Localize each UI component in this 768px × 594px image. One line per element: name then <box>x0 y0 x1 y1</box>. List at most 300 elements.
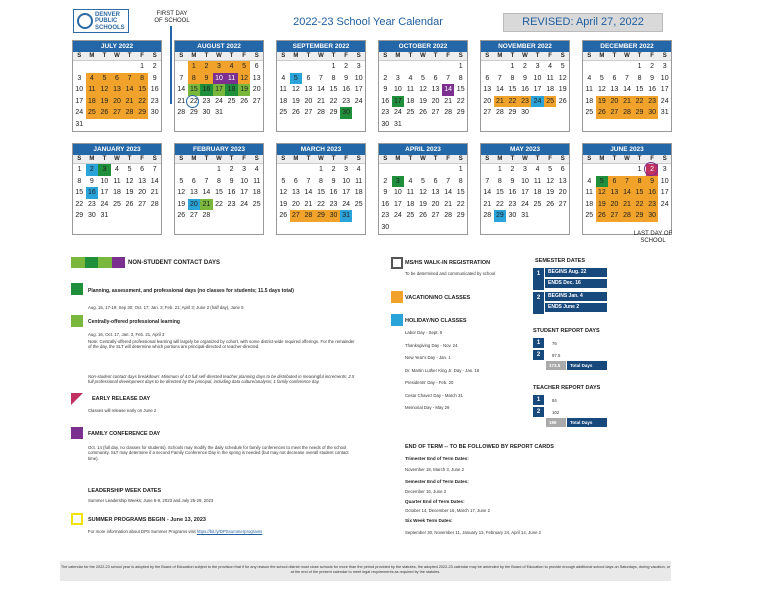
day-cell: 9 <box>383 189 388 196</box>
day-cell: 2 <box>523 63 527 70</box>
day-cell: 23 <box>646 199 659 211</box>
weekday: W <box>420 156 426 162</box>
day-cell: 21 <box>494 96 507 108</box>
weekday: T <box>535 53 540 59</box>
day-cell: 31 <box>393 120 402 128</box>
day-cell: 5 <box>596 176 609 188</box>
day-cell: 14 <box>123 84 136 96</box>
day-cell: 6 <box>293 177 298 185</box>
day-cell: 15 <box>136 84 149 96</box>
day-cell: 18 <box>279 97 288 105</box>
empty-cell <box>608 164 621 176</box>
day-cell: 1 <box>497 166 502 173</box>
weekday-header <box>277 155 365 164</box>
weekday-header <box>481 155 569 164</box>
day-cell: 9 <box>646 176 659 188</box>
day-cell: 26 <box>240 97 249 105</box>
weekday: W <box>318 156 324 162</box>
non-student-swatch <box>71 257 125 268</box>
day-cell: 2 <box>86 164 99 176</box>
empty-cell <box>417 164 430 176</box>
day-cell: 13 <box>483 86 492 93</box>
day-cell: 6 <box>560 166 565 173</box>
day-cell: 27 <box>558 200 567 208</box>
day-cell: 3 <box>77 74 82 82</box>
day-cell: 14 <box>150 177 159 185</box>
day-cell: 16 <box>86 187 99 199</box>
day-cell: 3 <box>242 166 247 173</box>
last-day-marker <box>644 162 658 176</box>
day-cell: 20 <box>291 200 300 208</box>
day-cell: 8 <box>331 74 336 82</box>
empty-cell <box>277 61 290 73</box>
day-grid <box>583 61 671 119</box>
day-cell: 17 <box>521 189 529 196</box>
day-cell: 13 <box>304 86 313 93</box>
day-cell: 30 <box>202 109 211 116</box>
day-cell: 18 <box>406 97 415 105</box>
trimester-label: Trimester End of Term Dates: <box>405 456 469 461</box>
day-cell: 27 <box>431 109 440 116</box>
day-cell: 4 <box>408 177 413 185</box>
empty-cell <box>277 164 290 176</box>
holiday-item: Presidents' Day - Feb. 20 <box>405 380 454 385</box>
early-release-label: EARLY RELEASE DAY <box>92 396 151 402</box>
weekday: T <box>127 156 132 162</box>
day-cell: 11 <box>279 86 287 93</box>
day-cell: 1 <box>637 166 642 173</box>
day-cell: 23 <box>202 97 211 105</box>
day-grid <box>277 164 365 222</box>
day-cell: 19 <box>177 200 186 208</box>
empty-cell <box>608 61 621 73</box>
day-cell: 26 <box>546 200 555 208</box>
day-cell: 16 <box>150 86 159 93</box>
day-cell: 24 <box>75 109 84 116</box>
day-cell: 12 <box>98 84 111 96</box>
day-cell: 12 <box>291 86 300 93</box>
day-cell: 16 <box>521 86 529 93</box>
day-cell: 4 <box>356 166 361 173</box>
weekday: W <box>624 53 630 59</box>
month-name: JULY 2022 <box>73 41 161 52</box>
day-cell: 15 <box>329 86 338 93</box>
early-release-note: Classes will release early on June 2 <box>88 408 157 413</box>
holiday-swatch <box>391 314 403 326</box>
day-cell: 12 <box>546 177 555 185</box>
day-cell: 25 <box>585 212 594 219</box>
day-cell: 10 <box>100 177 109 185</box>
day-cell: 3 <box>523 166 527 173</box>
weekday: S <box>662 156 667 162</box>
day-cell: 13 <box>431 189 440 196</box>
weekday-header <box>379 155 467 164</box>
weekday: M <box>89 53 95 59</box>
day-cell: 4 <box>535 166 540 173</box>
month-7 <box>72 143 162 235</box>
day-cell: 29 <box>329 109 338 116</box>
day-cell: 16 <box>646 187 659 199</box>
weekday: W <box>216 156 222 162</box>
day-cell: 23 <box>508 200 517 208</box>
day-cell: 20 <box>558 189 567 196</box>
day-cell: 27 <box>304 109 313 116</box>
weekday: T <box>510 53 515 59</box>
day-cell: 31 <box>521 212 529 219</box>
day-cell: 4 <box>86 73 99 85</box>
day-cell: 12 <box>419 86 427 93</box>
empty-cell <box>302 164 315 176</box>
weekday: S <box>662 53 667 59</box>
day-cell: 19 <box>596 96 609 108</box>
day-cell: 4 <box>587 74 592 82</box>
month-2 <box>174 40 264 132</box>
month-8 <box>174 143 264 235</box>
month-name: SEPTEMBER 2022 <box>277 41 365 52</box>
day-cell: 5 <box>281 177 286 185</box>
day-cell: 3 <box>392 176 405 188</box>
day-cell: 7 <box>446 74 451 82</box>
weekday: T <box>127 53 132 59</box>
day-cell: 11 <box>546 74 554 82</box>
day-cell: 26 <box>419 109 427 116</box>
day-cell: 12 <box>125 177 134 185</box>
empty-cell <box>417 61 430 73</box>
empty-cell <box>302 61 315 73</box>
day-cell: 30 <box>521 109 529 116</box>
student-s2-val: 97.5 <box>552 353 561 358</box>
day-cell: 22 <box>633 96 646 108</box>
day-cell: 21 <box>621 199 634 211</box>
day-cell: 15 <box>508 86 517 93</box>
day-cell: 3 <box>662 63 667 70</box>
teacher-s1-val: 84 <box>552 398 557 403</box>
day-cell: 26 <box>291 109 300 116</box>
month-1 <box>72 40 162 132</box>
day-cell: 5 <box>179 177 184 185</box>
day-grid <box>481 164 569 222</box>
day-cell: 10 <box>354 74 363 82</box>
day-cell: 25 <box>354 200 363 208</box>
day-cell: 22 <box>136 96 149 108</box>
day-cell: 9 <box>152 74 157 82</box>
weekday: F <box>548 156 552 162</box>
weekday: S <box>383 53 388 59</box>
day-cell: 30 <box>381 223 390 231</box>
day-cell: 2 <box>200 61 213 73</box>
semester-2-end: ENDS June 2 <box>545 303 607 312</box>
day-cell: 19 <box>279 200 288 208</box>
weekday-header <box>73 155 161 164</box>
month-12 <box>582 143 672 235</box>
day-cell: 28 <box>150 200 159 208</box>
day-cell: 2 <box>510 166 515 173</box>
weekday: S <box>560 53 565 59</box>
student-report-title: STUDENT REPORT DAYS <box>533 328 600 334</box>
day-cell: 10 <box>660 177 669 185</box>
empty-cell <box>188 164 201 176</box>
walkin-label: MS/HS WALK-IN REGISTRATION <box>405 260 491 266</box>
day-cell: 20 <box>188 199 201 211</box>
month-name: FEBRUARY 2023 <box>175 144 263 155</box>
day-cell: 6 <box>433 74 438 82</box>
day-cell: 5 <box>238 61 251 73</box>
day-cell: 17 <box>213 84 226 96</box>
day-cell: 23 <box>519 96 532 108</box>
month-name: NOVEMBER 2022 <box>481 41 569 52</box>
day-cell: 5 <box>548 166 553 173</box>
day-cell: 28 <box>202 212 211 219</box>
day-cell: 29 <box>633 107 646 119</box>
day-cell: 2 <box>383 74 388 82</box>
day-cell: 19 <box>546 189 555 196</box>
weekday: M <box>89 156 95 162</box>
day-cell: 19 <box>596 199 609 211</box>
day-cell: 10 <box>393 189 402 196</box>
day-cell: 18 <box>546 86 555 93</box>
empty-cell <box>315 61 328 73</box>
weekday: S <box>179 53 184 59</box>
day-cell: 27 <box>111 107 124 119</box>
day-cell: 5 <box>560 63 565 70</box>
day-cell: 28 <box>495 109 504 116</box>
day-cell: 28 <box>302 210 315 222</box>
weekday-header <box>175 155 263 164</box>
end-of-term-label: END OF TERM -- TO BE FOLLOWED BY REPORT CARDS <box>405 444 554 450</box>
early-release-icon <box>71 393 83 405</box>
day-grid <box>583 164 671 222</box>
day-cell: 26 <box>419 212 427 219</box>
day-cell: 25 <box>585 109 594 116</box>
dps-logo <box>73 9 129 33</box>
logo-text: DENVER PUBLIC SCHOOLS <box>95 12 125 31</box>
weekday: M <box>497 53 503 59</box>
day-cell: 22 <box>329 97 338 105</box>
day-cell: 6 <box>612 74 617 82</box>
day-cell: 9 <box>344 74 349 82</box>
weekday: S <box>485 53 490 59</box>
day-cell: 26 <box>279 212 288 219</box>
day-cell: 29 <box>315 210 328 222</box>
teacher-total-label: Total Days <box>567 418 607 427</box>
last-day-label: LAST DAY OF SCHOOL <box>633 231 673 244</box>
day-cell: 25 <box>86 107 99 119</box>
day-cell: 26 <box>98 107 111 119</box>
day-cell: 11 <box>406 189 415 196</box>
day-cell: 4 <box>115 166 119 173</box>
weekday: S <box>485 156 490 162</box>
day-cell: 15 <box>317 189 325 196</box>
day-cell: 22 <box>633 199 646 211</box>
month-10 <box>378 143 468 235</box>
day-cell: 7 <box>625 74 629 82</box>
day-cell: 25 <box>406 212 415 219</box>
day-cell: 14 <box>442 84 455 96</box>
day-cell: 20 <box>608 96 621 108</box>
day-cell: 10 <box>213 73 226 85</box>
day-cell: 27 <box>483 109 492 116</box>
empty-cell <box>86 61 99 73</box>
summer-note <box>88 529 262 534</box>
weekday: S <box>587 156 592 162</box>
summer-link[interactable]: https://bit.ly/DPSsummerprograms <box>196 529 263 534</box>
empty-cell <box>111 61 124 73</box>
day-cell: 26 <box>177 212 186 219</box>
day-grid <box>175 61 263 119</box>
day-cell: 14 <box>304 189 313 196</box>
semester-dates-title: SEMESTER DATES <box>535 258 586 264</box>
day-cell: 11 <box>355 177 363 185</box>
day-cell: 4 <box>587 177 592 185</box>
day-cell: 27 <box>290 210 303 222</box>
weekday: T <box>433 53 438 59</box>
day-cell: 9 <box>523 74 527 82</box>
day-cell: 11 <box>533 177 542 185</box>
day-cell: 27 <box>252 97 261 105</box>
day-cell: 9 <box>89 177 94 185</box>
day-cell: 24 <box>393 109 402 116</box>
day-cell: 9 <box>331 177 336 185</box>
day-cell: 26 <box>596 210 609 222</box>
weekday: S <box>587 53 592 59</box>
day-cell: 17 <box>392 96 405 108</box>
day-cell: 28 <box>483 212 492 219</box>
weekday: S <box>77 156 82 162</box>
weekday: S <box>152 53 157 59</box>
day-cell: 2 <box>331 166 336 173</box>
day-cell: 5 <box>599 74 604 82</box>
day-cell: 2 <box>344 63 349 70</box>
day-cell: 20 <box>431 200 440 208</box>
weekday: S <box>356 156 361 162</box>
day-cell: 15 <box>495 189 504 196</box>
teacher-total: 186 <box>546 418 566 427</box>
semester-2-num: 2 <box>533 292 544 314</box>
day-cell: 8 <box>637 74 642 82</box>
day-cell: 24 <box>240 200 249 208</box>
day-cell: 7 <box>179 74 184 82</box>
day-cell: 3 <box>662 166 667 173</box>
day-cell: 30 <box>327 210 340 222</box>
weekday: T <box>535 156 540 162</box>
day-cell: 7 <box>152 166 157 173</box>
day-cell: 5 <box>421 177 425 185</box>
empty-cell <box>621 61 634 73</box>
day-cell: 15 <box>456 86 465 93</box>
weekday-header <box>583 52 671 61</box>
weekday: F <box>650 53 654 59</box>
student-total: 173.5 <box>546 361 566 370</box>
month-9 <box>276 143 366 235</box>
day-cell: 6 <box>140 166 145 173</box>
day-cell: 1 <box>458 63 463 70</box>
weekday: W <box>624 156 630 162</box>
day-cell: 13 <box>610 86 619 93</box>
semester-2-begin: BEGINS Jan. 4 <box>545 292 607 301</box>
day-cell: 27 <box>431 212 440 219</box>
day-cell: 8 <box>458 177 463 185</box>
month-3 <box>276 40 366 132</box>
day-cell: 29 <box>189 109 198 116</box>
day-cell: 19 <box>419 200 427 208</box>
day-cell: 24 <box>521 200 529 208</box>
day-cell: 24 <box>354 97 363 105</box>
day-cell: 20 <box>608 199 621 211</box>
day-cell: 6 <box>111 73 124 85</box>
day-cell: 17 <box>354 86 363 93</box>
day-cell: 8 <box>319 177 323 185</box>
day-cell: 27 <box>138 200 147 208</box>
central-swatch <box>71 315 83 327</box>
day-cell: 16 <box>329 189 338 196</box>
day-cell: 21 <box>621 96 634 108</box>
day-cell: 25 <box>113 200 121 208</box>
empty-cell <box>429 61 442 73</box>
day-cell: 23 <box>329 200 338 208</box>
planning-swatch <box>71 283 83 295</box>
day-cell: 31 <box>75 120 84 128</box>
month-name: JUNE 2023 <box>583 144 671 155</box>
day-cell: 8 <box>77 177 82 185</box>
empty-cell <box>123 61 136 73</box>
day-cell: 13 <box>291 189 300 196</box>
empty-cell <box>200 164 213 176</box>
weekday: S <box>152 156 157 162</box>
day-cell: 24 <box>100 200 109 208</box>
day-cell: 14 <box>495 86 504 93</box>
weekday: S <box>356 53 361 59</box>
day-cell: 24 <box>660 200 669 208</box>
weekday: M <box>293 53 299 59</box>
day-cell: 22 <box>456 97 465 105</box>
day-cell: 5 <box>98 73 111 85</box>
day-cell: 4 <box>408 74 413 82</box>
central-dates: Aug. 16, Oct. 17, Jan. 3, Feb. 21, April 3 <box>88 332 165 337</box>
empty-cell <box>404 164 417 176</box>
day-cell: 22 <box>189 97 198 105</box>
day-cell: 1 <box>510 63 515 70</box>
empty-cell <box>429 164 442 176</box>
day-cell: 20 <box>431 97 440 105</box>
day-cell: 16 <box>200 84 213 96</box>
day-cell: 9 <box>229 177 234 185</box>
weekday: F <box>140 53 144 59</box>
day-cell: 2 <box>383 177 388 185</box>
month-name: MARCH 2023 <box>277 144 365 155</box>
weekday: S <box>458 156 463 162</box>
day-cell: 17 <box>393 200 402 208</box>
day-cell: 3 <box>535 63 540 70</box>
day-cell: 7 <box>306 177 311 185</box>
holiday-item: Thanksgiving Day - Nov. 24 <box>405 342 458 348</box>
semester-end-label: Semester End of Term Dates: <box>405 479 469 484</box>
day-cell: 16 <box>381 200 390 208</box>
day-cell: 25 <box>544 96 557 108</box>
day-cell: 9 <box>200 73 213 85</box>
summer-label: SUMMER PROGRAMS BEGIN - June 13, 2023 <box>88 517 206 523</box>
semester-1-begin: BEGINS Aug. 22 <box>545 268 607 277</box>
day-cell: 30 <box>381 120 390 128</box>
day-cell: 21 <box>177 97 186 105</box>
day-cell: 24 <box>660 97 669 105</box>
day-cell: 15 <box>75 189 84 196</box>
empty-cell <box>175 61 188 73</box>
day-cell: 14 <box>621 187 634 199</box>
day-cell: 14 <box>177 86 186 93</box>
day-cell: 22 <box>75 200 84 208</box>
day-cell: 15 <box>456 189 465 196</box>
day-cell: 31 <box>100 212 109 219</box>
